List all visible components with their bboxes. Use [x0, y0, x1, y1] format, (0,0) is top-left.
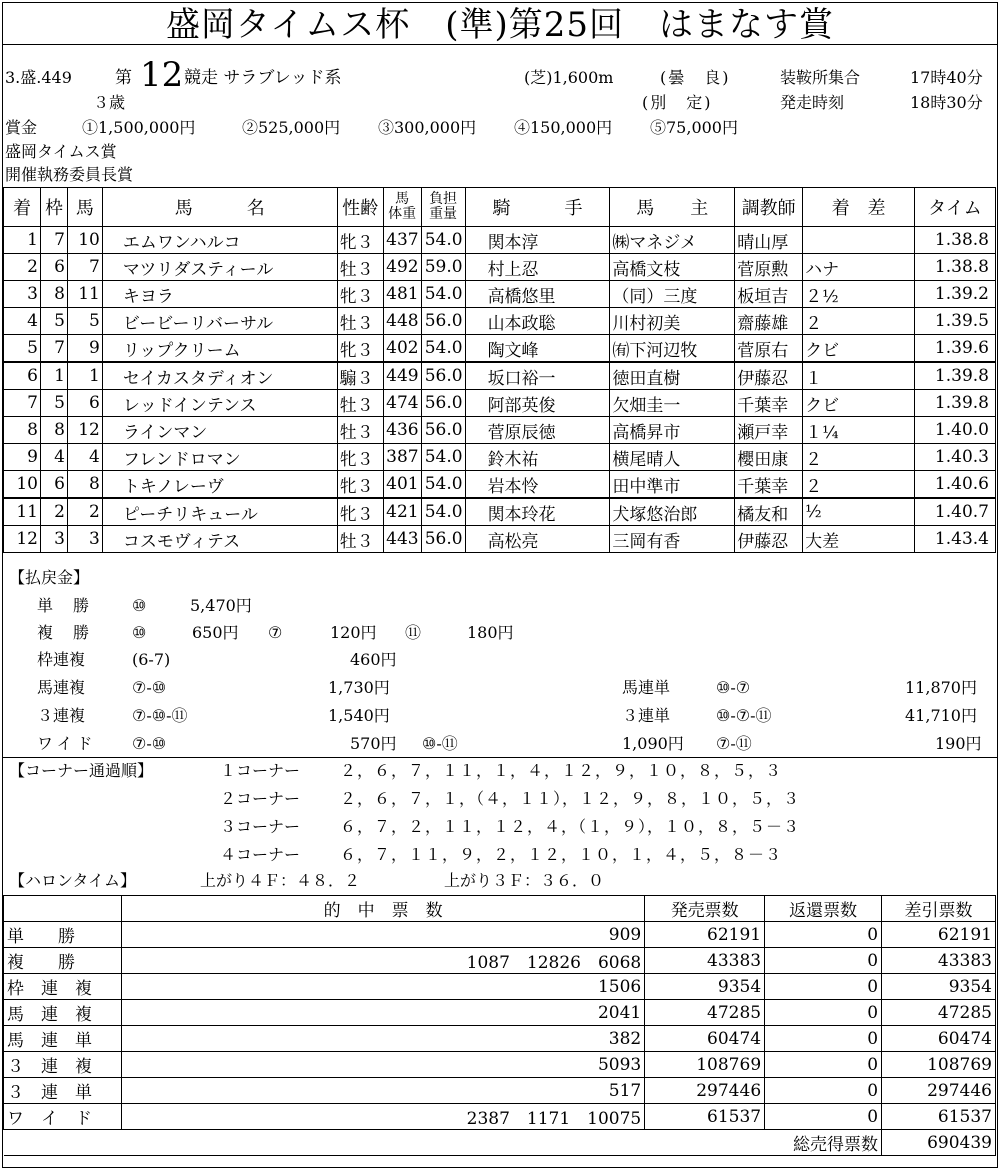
table-row [4, 362, 996, 390]
race-code: 3.盛.449 [5, 68, 72, 87]
table-row [4, 227, 996, 254]
result-bodyweight: 402 [383, 335, 421, 363]
table-row [4, 1000, 996, 1026]
col-owner: 馬 主 [610, 188, 735, 227]
col-bet-type [4, 896, 122, 922]
table-row [4, 417, 996, 444]
fukusho-1-num: ⑩ [132, 623, 147, 642]
umaren-num: ⑦-⑩ [132, 678, 167, 697]
result-waku: 5 [40, 390, 67, 417]
col-net: 差引票数 [882, 896, 996, 922]
table-row [4, 335, 996, 363]
result-carried-weight: 54.0 [421, 498, 465, 526]
prize-2: ②525,000円 [242, 118, 341, 137]
result-waku: 7 [40, 227, 67, 254]
col-time: タイム [914, 188, 995, 227]
result-rank: 9 [4, 444, 41, 471]
fukusho-2-amount: 120円 [330, 623, 377, 642]
table-row [4, 1026, 996, 1052]
furlong-header: 【ハロンタイム】 [9, 871, 137, 890]
result-sexage: 牝３ [337, 281, 383, 308]
wide-2-num: ⑩-⑪ [422, 734, 458, 753]
table-row [4, 1052, 996, 1078]
wide-1-num: ⑦-⑩ [132, 734, 167, 753]
umaren-label: 馬連複 [37, 678, 86, 697]
result-margin: クビ [803, 390, 915, 417]
col-jockey: 騎 手 [465, 188, 610, 227]
sales-refund: 0 [765, 1104, 882, 1130]
sales-sold: 61537 [645, 1104, 765, 1130]
result-waku: 7 [40, 335, 67, 363]
santan-num: ⑩-⑦-⑪ [716, 706, 772, 725]
corner-2-label: ２コーナー [220, 789, 301, 808]
result-waku: 2 [40, 498, 67, 526]
sales-net: 43383 [882, 948, 996, 974]
gather-time: 17時40分 [910, 68, 983, 87]
result-horse-name: ラインマン [102, 417, 337, 444]
corner-1-order: ２，６，７，１１，１，４，１２，９，１０，８，５，３ [340, 761, 783, 780]
fukusho-1-amount: 650円 [192, 623, 239, 642]
result-margin: ½ [803, 498, 915, 526]
result-waku: 3 [40, 526, 67, 553]
result-sexage: 牝３ [337, 471, 383, 499]
wide-label: ワイド [37, 734, 97, 753]
result-rank: 4 [4, 308, 41, 335]
result-bodyweight: 492 [383, 254, 421, 281]
result-carried-weight: 56.0 [421, 526, 465, 553]
result-margin: １ [803, 362, 915, 390]
result-time: 1.38.8 [914, 227, 995, 254]
sales-hit: 909 [121, 922, 644, 948]
result-time: 1.39.2 [914, 281, 995, 308]
table-row [4, 922, 996, 948]
results-header-row [4, 188, 996, 227]
fukusho-2-num: ⑦ [268, 623, 283, 642]
prize-1: ①1,500,000円 [82, 118, 196, 137]
umatan-amount: 11,870円 [905, 678, 977, 697]
table-row [4, 498, 996, 526]
result-rank: 8 [4, 417, 41, 444]
result-margin: ハナ [803, 254, 915, 281]
result-time: 1.40.3 [914, 444, 995, 471]
sales-refund: 0 [765, 948, 882, 974]
total-label: 総売得票数 [4, 1130, 882, 1156]
result-carried-weight: 56.0 [421, 362, 465, 390]
result-owner: 田中準市 [610, 471, 735, 499]
result-rank: 7 [4, 390, 41, 417]
total-value: 690439 [882, 1130, 996, 1156]
result-sexage: 牡３ [337, 308, 383, 335]
sales-sold: 9354 [645, 974, 765, 1000]
result-horse-name: リップクリーム [102, 335, 337, 363]
tansho-num: ⑩ [132, 596, 147, 615]
result-bodyweight: 448 [383, 308, 421, 335]
result-waku: 6 [40, 471, 67, 499]
result-margin: クビ [803, 335, 915, 363]
result-time: 1.40.7 [914, 498, 995, 526]
result-time: 1.39.8 [914, 362, 995, 390]
sales-sold: 62191 [645, 922, 765, 948]
result-bodyweight: 449 [383, 362, 421, 390]
sales-refund: 0 [765, 1052, 882, 1078]
tansho-label: 単 勝 [37, 596, 92, 615]
sales-net: 60474 [882, 1026, 996, 1052]
result-sexage: 牡３ [337, 254, 383, 281]
result-uma: 6 [67, 390, 102, 417]
sales-hit: 2387 1171 10075 [121, 1104, 644, 1130]
result-margin [803, 227, 915, 254]
sales-bet-type: 単 勝 [4, 922, 122, 948]
result-carried-weight: 54.0 [421, 471, 465, 499]
result-owner: 高橋文枝 [610, 254, 735, 281]
race-weather: (曇 良) [660, 68, 731, 87]
result-bodyweight: 387 [383, 444, 421, 471]
corner-2-order: ２，６，７，１，（４，１１），１２，９，８，１０，５，３ [340, 789, 801, 808]
sales-net: 9354 [882, 974, 996, 1000]
sales-net: 108769 [882, 1052, 996, 1078]
result-horse-name: セイカスタディオン [102, 362, 337, 390]
result-carried-weight: 56.0 [421, 308, 465, 335]
result-time: 1.40.6 [914, 471, 995, 499]
col-sold: 発売票数 [645, 896, 765, 922]
result-jockey: 関本淳 [465, 227, 610, 254]
result-time: 1.39.6 [914, 335, 995, 363]
result-margin: 大差 [803, 526, 915, 553]
start-time: 18時30分 [910, 93, 983, 112]
col-carried-weight: 負担 重量 [421, 188, 465, 227]
result-time: 1.39.5 [914, 308, 995, 335]
col-sexage: 性齢 [337, 188, 383, 227]
result-trainer: 菅原右 [735, 335, 803, 363]
table-row [4, 390, 996, 417]
result-rank: 5 [4, 335, 41, 363]
result-uma: 4 [67, 444, 102, 471]
payout-header: 【払戻金】 [9, 568, 90, 587]
result-owner: 欠畑圭一 [610, 390, 735, 417]
result-bodyweight: 437 [383, 227, 421, 254]
result-bodyweight: 474 [383, 390, 421, 417]
result-rank: 10 [4, 471, 41, 499]
result-trainer: 伊藤忍 [735, 362, 803, 390]
race-course: (芝)1,600m [524, 68, 614, 87]
result-uma: 8 [67, 471, 102, 499]
result-uma: 3 [67, 526, 102, 553]
result-waku: 5 [40, 308, 67, 335]
result-trainer: 晴山厚 [735, 227, 803, 254]
santan-amount: 41,710円 [905, 706, 977, 725]
result-bodyweight: 481 [383, 281, 421, 308]
sales-bet-type: 枠 連 複 [4, 974, 122, 1000]
result-rank: 1 [4, 227, 41, 254]
prize-3: ③300,000円 [378, 118, 477, 137]
sanren-num: ⑦-⑩-⑪ [132, 706, 188, 725]
result-uma: 5 [67, 308, 102, 335]
result-carried-weight: 54.0 [421, 227, 465, 254]
sales-sold: 108769 [645, 1052, 765, 1078]
sales-net: 297446 [882, 1078, 996, 1104]
result-horse-name: マツリダスティール [102, 254, 337, 281]
result-horse-name: ビービーリバーサル [102, 308, 337, 335]
result-bodyweight: 436 [383, 417, 421, 444]
result-sexage: 牝３ [337, 444, 383, 471]
result-margin: ２½ [803, 281, 915, 308]
table-row [4, 471, 996, 499]
sales-net: 62191 [882, 922, 996, 948]
result-uma: 1 [67, 362, 102, 390]
result-jockey: 陶文峰 [465, 335, 610, 363]
result-carried-weight: 54.0 [421, 335, 465, 363]
sanren-label: ３連複 [37, 706, 86, 725]
umatan-label: 馬連単 [622, 678, 671, 697]
total-row [4, 1130, 996, 1156]
result-jockey: 村上忍 [465, 254, 610, 281]
result-waku: 4 [40, 444, 67, 471]
result-uma: 2 [67, 498, 102, 526]
sales-hit: 5093 [121, 1052, 644, 1078]
result-carried-weight: 56.0 [421, 417, 465, 444]
result-margin: ２ [803, 471, 915, 499]
result-jockey: 山本政聡 [465, 308, 610, 335]
result-jockey: 岩本怜 [465, 471, 610, 499]
result-sexage: 牝３ [337, 227, 383, 254]
prize-5: ⑤75,000円 [650, 118, 738, 137]
fukusho-3-amount: 180円 [467, 623, 514, 642]
result-horse-name: キヨラ [102, 281, 337, 308]
result-trainer: 齋藤雄 [735, 308, 803, 335]
corner-3-order: ６，７，２，１１，１２，４，（１，９），１０，８，５－３ [340, 817, 801, 836]
wide-2-amount: 1,090円 [622, 734, 684, 753]
result-margin: ２ [803, 308, 915, 335]
sales-bet-type: 馬 連 単 [4, 1026, 122, 1052]
result-sexage: 牝３ [337, 335, 383, 363]
sales-hit: 382 [121, 1026, 644, 1052]
result-owner: 犬塚悠治郎 [610, 498, 735, 526]
santan-label: ３連単 [622, 706, 671, 725]
sales-bet-type: 馬 連 複 [4, 1000, 122, 1026]
result-jockey: 高橋悠里 [465, 281, 610, 308]
race-number: 12 [140, 55, 184, 95]
result-owner: 川村初美 [610, 308, 735, 335]
table-row [4, 1078, 996, 1104]
result-owner: 横尾晴人 [610, 444, 735, 471]
sales-hit: 1087 12826 6068 [121, 948, 644, 974]
result-rank: 12 [4, 526, 41, 553]
sales-net: 47285 [882, 1000, 996, 1026]
result-horse-name: レッドインテンス [102, 390, 337, 417]
last-3f: 上がり３Ｆ：３６．０ [444, 871, 605, 890]
corner-header: 【コーナー通過順】 [9, 761, 154, 780]
result-trainer: 瀬戸幸 [735, 417, 803, 444]
sales-refund: 0 [765, 1000, 882, 1026]
result-jockey: 高松亮 [465, 526, 610, 553]
result-horse-name: ピーチリキュール [102, 498, 337, 526]
corner-4-order: ６，７，１１，９，２，１２，１０，１，４，５，８－３ [340, 845, 783, 864]
table-row [4, 254, 996, 281]
result-time: 1.39.8 [914, 390, 995, 417]
sales-refund: 0 [765, 974, 882, 1000]
result-uma: 9 [67, 335, 102, 363]
result-horse-name: エムワンハルコ [102, 227, 337, 254]
sales-bet-type: 複 勝 [4, 948, 122, 974]
divider [2, 757, 997, 758]
last-4f: 上がり４Ｆ：４８．２ [200, 871, 361, 890]
col-waku: 枠 [40, 188, 67, 227]
result-sexage: 騸３ [337, 362, 383, 390]
table-row [4, 281, 996, 308]
sales-sold: 60474 [645, 1026, 765, 1052]
result-uma: 12 [67, 417, 102, 444]
start-label: 発走時刻 [780, 93, 845, 112]
result-trainer: 伊藤忍 [735, 526, 803, 553]
result-rank: 2 [4, 254, 41, 281]
sales-bet-type: ワ イ ド [4, 1104, 122, 1130]
race-dai: 第 [115, 68, 132, 88]
fukusho-3-num: ⑪ [405, 623, 422, 642]
wakuren-label: 枠連複 [37, 650, 86, 669]
col-bodyweight: 馬 体重 [383, 188, 421, 227]
result-bodyweight: 443 [383, 526, 421, 553]
result-bodyweight: 421 [383, 498, 421, 526]
wide-3-num: ⑦-⑪ [716, 734, 752, 753]
result-uma: 11 [67, 281, 102, 308]
table-row [4, 444, 996, 471]
corner-1-label: １コーナー [220, 761, 301, 780]
sales-sold: 47285 [645, 1000, 765, 1026]
result-carried-weight: 54.0 [421, 281, 465, 308]
result-rank: 11 [4, 498, 41, 526]
wide-1-amount: 570円 [350, 734, 397, 753]
result-waku: 8 [40, 281, 67, 308]
prize-label: 賞金 [5, 118, 38, 137]
sales-refund: 0 [765, 922, 882, 948]
sanren-amount: 1,540円 [328, 706, 390, 725]
col-uma: 馬 [67, 188, 102, 227]
sales-refund: 0 [765, 1026, 882, 1052]
result-trainer: 菅原勲 [735, 254, 803, 281]
result-owner: 三岡有香 [610, 526, 735, 553]
sales-table [3, 895, 996, 1156]
result-trainer: 千葉幸 [735, 471, 803, 499]
result-bodyweight: 401 [383, 471, 421, 499]
umatan-num: ⑩-⑦ [716, 678, 751, 697]
result-trainer: 板垣吉 [735, 281, 803, 308]
result-uma: 10 [67, 227, 102, 254]
tansho-amount: 5,470円 [190, 596, 252, 615]
sales-bet-type: ３ 連 単 [4, 1078, 122, 1104]
table-row [4, 1104, 996, 1130]
result-owner: ㈱マネジメ [610, 227, 735, 254]
results-table [3, 187, 996, 553]
result-jockey: 阿部英俊 [465, 390, 610, 417]
col-trainer: 調教師 [735, 188, 803, 227]
result-uma: 7 [67, 254, 102, 281]
table-row [4, 974, 996, 1000]
sales-sold: 297446 [645, 1078, 765, 1104]
result-carried-weight: 59.0 [421, 254, 465, 281]
award-2: 開催執務委員長賞 [5, 165, 134, 184]
race-kyoso: 競走 サラブレッド系 [184, 68, 342, 88]
result-owner: ㈲下河辺牧 [610, 335, 735, 363]
col-rank: 着 [4, 188, 41, 227]
fukusho-label: 複 勝 [37, 623, 92, 642]
result-waku: 1 [40, 362, 67, 390]
result-time: 1.43.4 [914, 526, 995, 553]
sales-net: 61537 [882, 1104, 996, 1130]
prize-4: ④150,000円 [514, 118, 613, 137]
divider [2, 44, 997, 45]
result-margin: ２ [803, 444, 915, 471]
result-sexage: 牡３ [337, 390, 383, 417]
col-name: 馬 名 [102, 188, 337, 227]
result-waku: 6 [40, 254, 67, 281]
result-carried-weight: 56.0 [421, 390, 465, 417]
result-owner: 高橋昇市 [610, 417, 735, 444]
award-1: 盛岡タイムス賞 [5, 142, 117, 161]
result-owner: （同）三度 [610, 281, 735, 308]
table-row [4, 948, 996, 974]
wakuren-num: (6-7) [132, 650, 171, 669]
result-sexage: 牝３ [337, 498, 383, 526]
result-rank: 6 [4, 362, 41, 390]
umaren-amount: 1,730円 [328, 678, 390, 697]
col-margin: 着 差 [803, 188, 915, 227]
sales-sold: 43383 [645, 948, 765, 974]
wakuren-amount: 460円 [350, 650, 397, 669]
page-title: 盛岡タイムス杯 (準)第25回 はまなす賞 [165, 5, 835, 45]
result-jockey: 菅原辰徳 [465, 417, 610, 444]
result-jockey: 鈴木祐 [465, 444, 610, 471]
sales-hit: 2041 [121, 1000, 644, 1026]
table-row [4, 308, 996, 335]
result-owner: 徳田直樹 [610, 362, 735, 390]
col-hit: 的 中 票 数 [121, 896, 644, 922]
result-sexage: 牡３ [337, 417, 383, 444]
sales-bet-type: ３ 連 複 [4, 1052, 122, 1078]
wide-3-amount: 190円 [935, 734, 982, 753]
sales-hit: 517 [121, 1078, 644, 1104]
result-trainer: 橘友和 [735, 498, 803, 526]
sales-refund: 0 [765, 1078, 882, 1104]
result-time: 1.38.8 [914, 254, 995, 281]
table-row [4, 526, 996, 553]
result-waku: 8 [40, 417, 67, 444]
result-margin: １¼ [803, 417, 915, 444]
corner-4-label: ４コーナー [220, 845, 301, 864]
result-horse-name: フレンドロマン [102, 444, 337, 471]
result-horse-name: コスモヴィテス [102, 526, 337, 553]
result-horse-name: トキノレーヴ [102, 471, 337, 499]
gather-label: 装鞍所集合 [780, 68, 861, 87]
result-jockey: 坂口裕一 [465, 362, 610, 390]
result-trainer: 櫻田康 [735, 444, 803, 471]
result-jockey: 関本玲花 [465, 498, 610, 526]
corner-3-label: ３コーナー [220, 817, 301, 836]
result-carried-weight: 54.0 [421, 444, 465, 471]
race-age: ３歳 [93, 93, 126, 112]
sales-header-row [4, 896, 996, 922]
result-time: 1.40.0 [914, 417, 995, 444]
result-rank: 3 [4, 281, 41, 308]
result-sexage: 牡３ [337, 526, 383, 553]
result-trainer: 千葉幸 [735, 390, 803, 417]
sales-hit: 1506 [121, 974, 644, 1000]
col-refund: 返還票数 [765, 896, 882, 922]
race-weight-rule: (別 定) [642, 93, 713, 112]
